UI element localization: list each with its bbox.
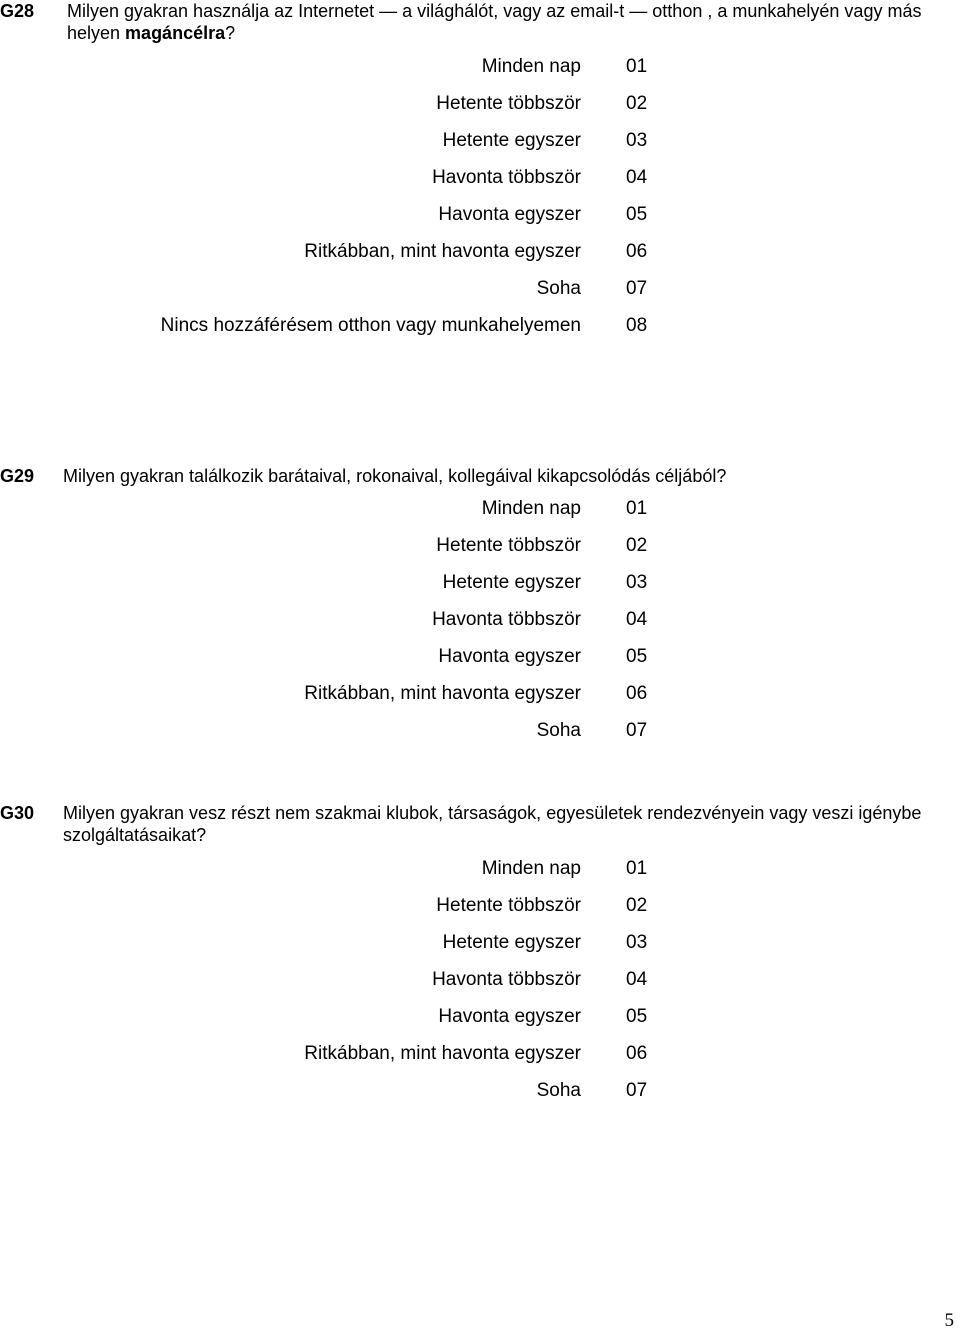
option-label: Hetente többször [436,535,581,556]
option-code: 07 [626,278,648,299]
option-label: Nincs hozzáférésem otthon vagy munkahelyemen [160,315,581,336]
option-label: Minden nap [481,858,581,879]
page-number: 5 [944,1310,954,1331]
question-number-g28: G28 [0,1,35,21]
option-code: 05 [626,204,648,225]
option-label: Havonta egyszer [438,204,581,225]
answer-option[interactable] [0,1042,960,1066]
answer-option[interactable] [0,968,960,992]
option-label: Hetente egyszer [442,932,581,953]
question-text-g28 [67,0,955,44]
answer-option[interactable] [0,894,960,918]
option-label: Minden nap [481,56,581,77]
option-code: 05 [626,646,648,667]
option-code: 04 [626,167,648,188]
option-label: Hetente többször [436,895,581,916]
option-label: Havonta egyszer [438,1006,581,1027]
question-text-part: Milyen gyakran használja az Internetet [67,1,380,21]
option-label: Hetente egyszer [442,130,581,151]
option-code: 03 [626,572,648,593]
question-text-g30: Milyen gyakran vesz részt nem szakmai klubok, társaságok, egyesületek rendezvényein vagy veszi igénybe szolgáltatásaikat? [63,803,922,845]
question-number-g29: G29 [0,466,35,486]
option-code: 06 [626,683,648,704]
option-label: Soha [536,1080,581,1101]
answer-option[interactable] [0,857,960,881]
em-dash: — [379,1,398,21]
answer-option[interactable] [0,571,960,595]
answer-option[interactable] [0,314,960,338]
option-code: 01 [626,858,648,879]
answer-option[interactable] [0,203,960,227]
question-text-part: otthon , a munkahelyén vagy más helyen [67,1,922,43]
option-label: Ritkábban, mint havonta egyszer [304,241,581,262]
option-code: 02 [626,535,648,556]
answer-option[interactable] [0,129,960,153]
answer-option[interactable] [0,92,960,116]
option-label: Ritkábban, mint havonta egyszer [304,1043,581,1064]
answer-option[interactable] [0,719,960,743]
option-label: Hetente egyszer [442,572,581,593]
option-label: Hetente többször [436,93,581,114]
option-code: 08 [626,315,648,336]
option-code: 07 [626,1080,648,1101]
option-label: Soha [536,720,581,741]
option-label: Minden nap [481,498,581,519]
answer-option[interactable] [0,931,960,955]
answer-option[interactable] [0,277,960,301]
option-code: 03 [626,932,648,953]
question-text-part: ? [225,23,236,43]
answer-option[interactable] [0,1005,960,1029]
option-label: Havonta egyszer [438,646,581,667]
answer-option[interactable] [0,1079,960,1103]
em-dash: — [629,1,648,21]
option-code: 01 [626,56,648,77]
option-label: Ritkábban, mint havonta egyszer [304,683,581,704]
question-text-part: a világhálót, vagy az email-t [397,1,630,21]
answer-option[interactable] [0,497,960,521]
option-code: 07 [626,720,648,741]
option-code: 04 [626,609,648,630]
answer-option[interactable] [0,55,960,79]
option-code: 02 [626,93,648,114]
option-code: 04 [626,969,648,990]
option-code: 06 [626,241,648,262]
option-label: Havonta többször [432,609,581,630]
option-code: 01 [626,498,648,519]
answer-option[interactable] [0,166,960,190]
option-label: Havonta többször [432,969,581,990]
answer-option[interactable] [0,608,960,632]
option-code: 05 [626,1006,648,1027]
option-code: 02 [626,895,648,916]
answer-option[interactable] [0,682,960,706]
answer-option[interactable] [0,645,960,669]
option-code: 06 [626,1043,648,1064]
option-label: Havonta többször [432,167,581,188]
answer-option[interactable] [0,240,960,264]
question-number-g30: G30 [0,803,35,823]
question-text-g29: Milyen gyakran találkozik barátaival, rokonaival, kollegáival kikapcsolódás céljából? [63,466,727,486]
option-label: Soha [536,278,581,299]
answer-option[interactable] [0,534,960,558]
question-text-emphasis: magáncélra [125,23,226,43]
option-code: 03 [626,130,648,151]
